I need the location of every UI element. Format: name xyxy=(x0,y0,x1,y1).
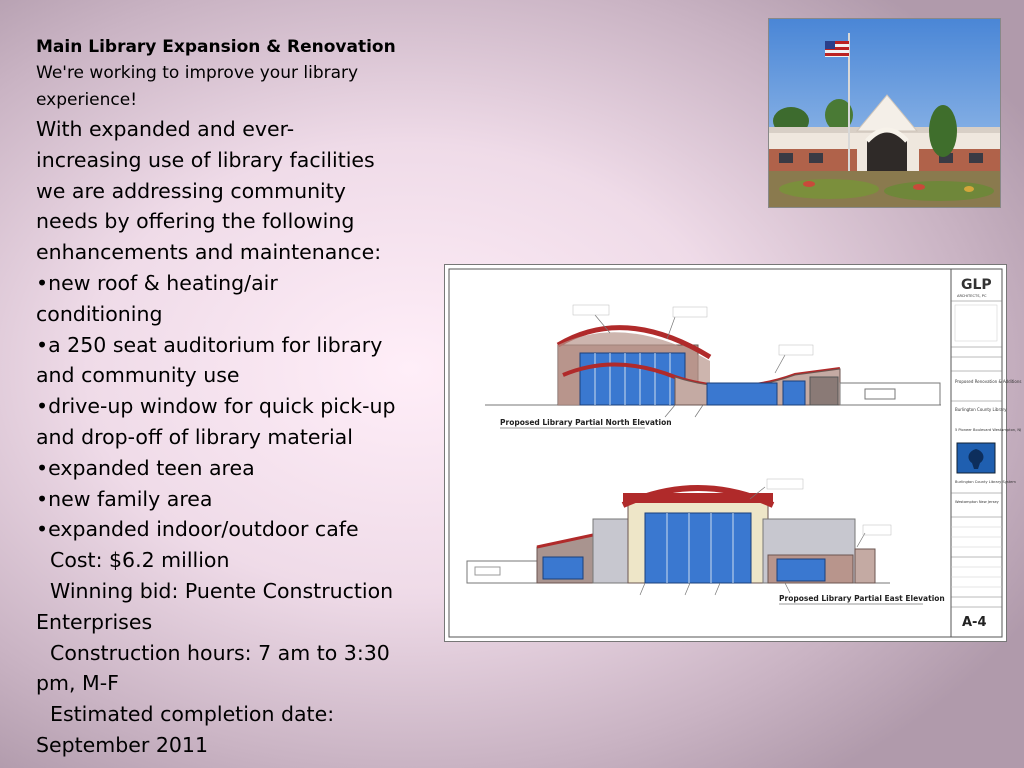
bid-text xyxy=(36,576,398,638)
cost-text xyxy=(36,545,398,576)
bullet-item: •a 250 seat auditorium for library and community use xyxy=(36,332,383,388)
bullet-item: •expanded indoor/outdoor cafe xyxy=(36,517,359,542)
east-elevation-title: Proposed Library Partial East Elevation xyxy=(779,594,945,603)
bullet-item: •new roof & heating/air conditioning xyxy=(36,270,278,326)
cost-value: Cost: $6.2 million xyxy=(50,548,230,573)
slide-heading: Main Library Expansion & Renovation xyxy=(36,37,396,57)
completion-text xyxy=(36,699,398,761)
slide-body: With expanded and ever-increasing use of library facilities we are addressing community needs by offering the following enhancements and maintenance: xyxy=(36,117,382,265)
library-system: Burlington County Library System xyxy=(955,480,1016,484)
bullet-item: •new family area xyxy=(36,486,213,511)
completion-value: Estimated completion date: September 2011 xyxy=(36,702,335,757)
client-name: Burlington County Library xyxy=(955,407,1007,412)
project-name: Proposed Renovation & Additions xyxy=(955,379,1022,384)
library-photo-image xyxy=(769,19,1000,207)
firm-name: ARCHITECTS, PC xyxy=(957,294,987,298)
elevation-drawing xyxy=(445,265,1022,641)
client-address: 5 Pioneer Boulevard Westampton, NJ xyxy=(955,428,1022,432)
bid-value: Winning bid: Puente Construction Enterprises xyxy=(36,578,394,634)
library-photo xyxy=(768,18,1001,208)
slide-intro: We're working to improve your library experience! xyxy=(36,63,359,110)
north-elevation-title: Proposed Library Partial North Elevation xyxy=(500,418,672,427)
sheet-number: A-4 xyxy=(962,615,987,630)
bullet-item: •expanded teen area xyxy=(36,455,255,480)
slide-text xyxy=(36,34,398,761)
hours-value: Construction hours: 7 am to 3:30 pm, M-F xyxy=(36,640,390,696)
hours-text xyxy=(36,638,398,700)
bullet-item: •drive-up window for quick pick-up and drop-off of library material xyxy=(36,394,396,449)
architectural-drawing xyxy=(444,264,1022,642)
project-location: Westampton New Jersey xyxy=(955,500,999,504)
firm-logo: GLP xyxy=(961,277,992,293)
